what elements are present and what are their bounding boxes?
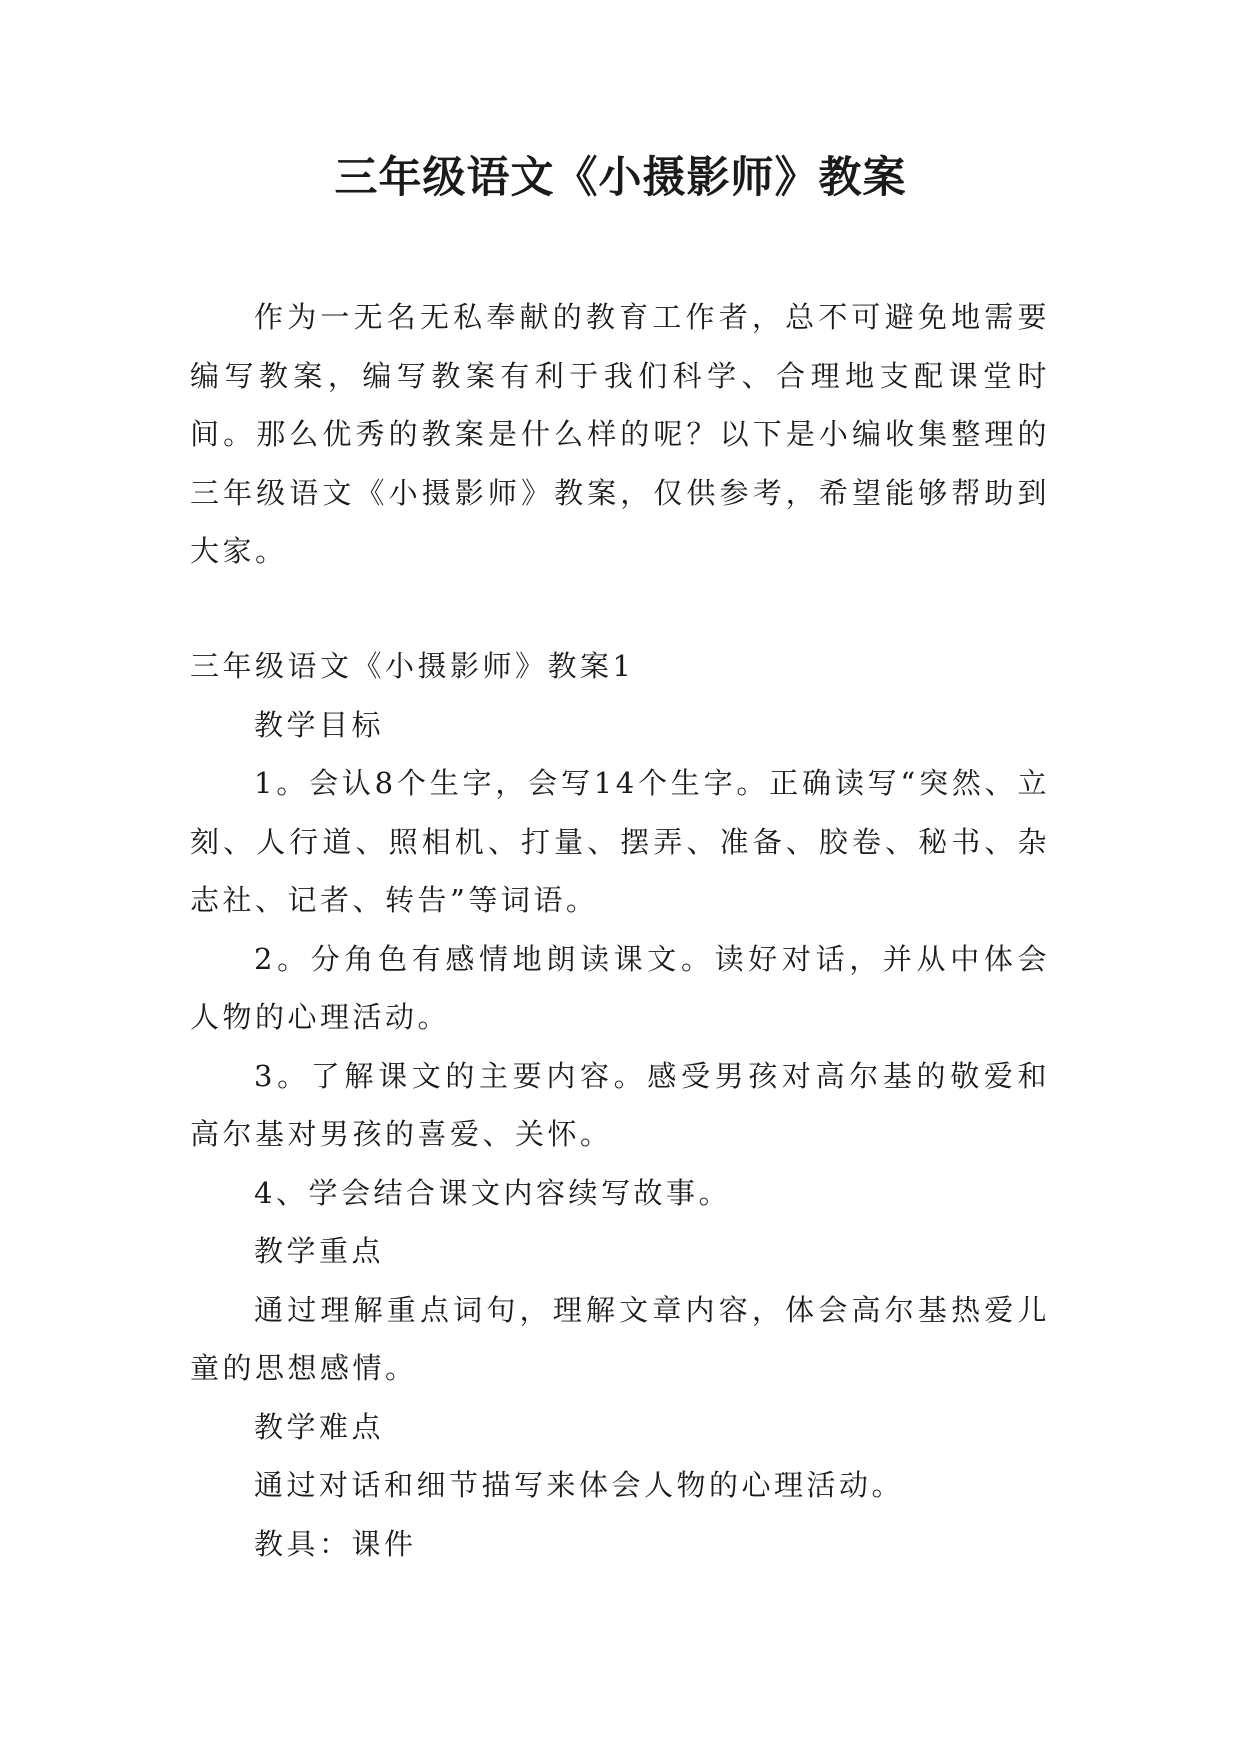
- goal-item: 3。了解课文的主要内容。感受男孩对高尔基的敬爱和高尔基对男孩的喜爱、关怀。: [190, 1058, 1050, 1151]
- document-title: 三年级语文《小摄影师》教案: [334, 153, 907, 203]
- intro-paragraph: 作为一无名无私奉献的教育工作者，总不可避免地需要编写教案，编写教案有利于我们科学、合理地支配课堂时间。那么优秀的教案是什么样的呢？以下是小编收集整理的三年级语文《小摄影师》教案，仅供参考，希望能够帮助到大家。: [190, 300, 1050, 568]
- difficulty-heading: 教学难点: [254, 1409, 385, 1444]
- goal-item: 2。分角色有感情地朗读课文。读好对话，并从中体会人物的心理活动。: [190, 941, 1050, 1034]
- difficulty-text: 通过对话和细节描写来体会人物的心理活动。: [254, 1468, 905, 1502]
- goal-item: 1。会认8个生字，会写14个生字。正确读写“突然、立刻、人行道、照相机、打量、摆弄、准备、胶卷、秘书、杂志社、记者、转告”等词语。: [190, 766, 1050, 917]
- lesson-plan-body: [190, 637, 1050, 1573]
- key-points-heading: 教学重点: [254, 1234, 385, 1268]
- goal-item: 4、学会结合课文内容续写故事。: [254, 1175, 731, 1210]
- goals-heading: 教学目标: [254, 707, 385, 742]
- teaching-tools: 教具：课件: [254, 1526, 417, 1561]
- section-heading: 三年级语文《小摄影师》教案1: [190, 649, 635, 683]
- key-points-text: 通过理解重点词句，理解文章内容，体会高尔基热爱儿童的思想感情。: [190, 1292, 1050, 1385]
